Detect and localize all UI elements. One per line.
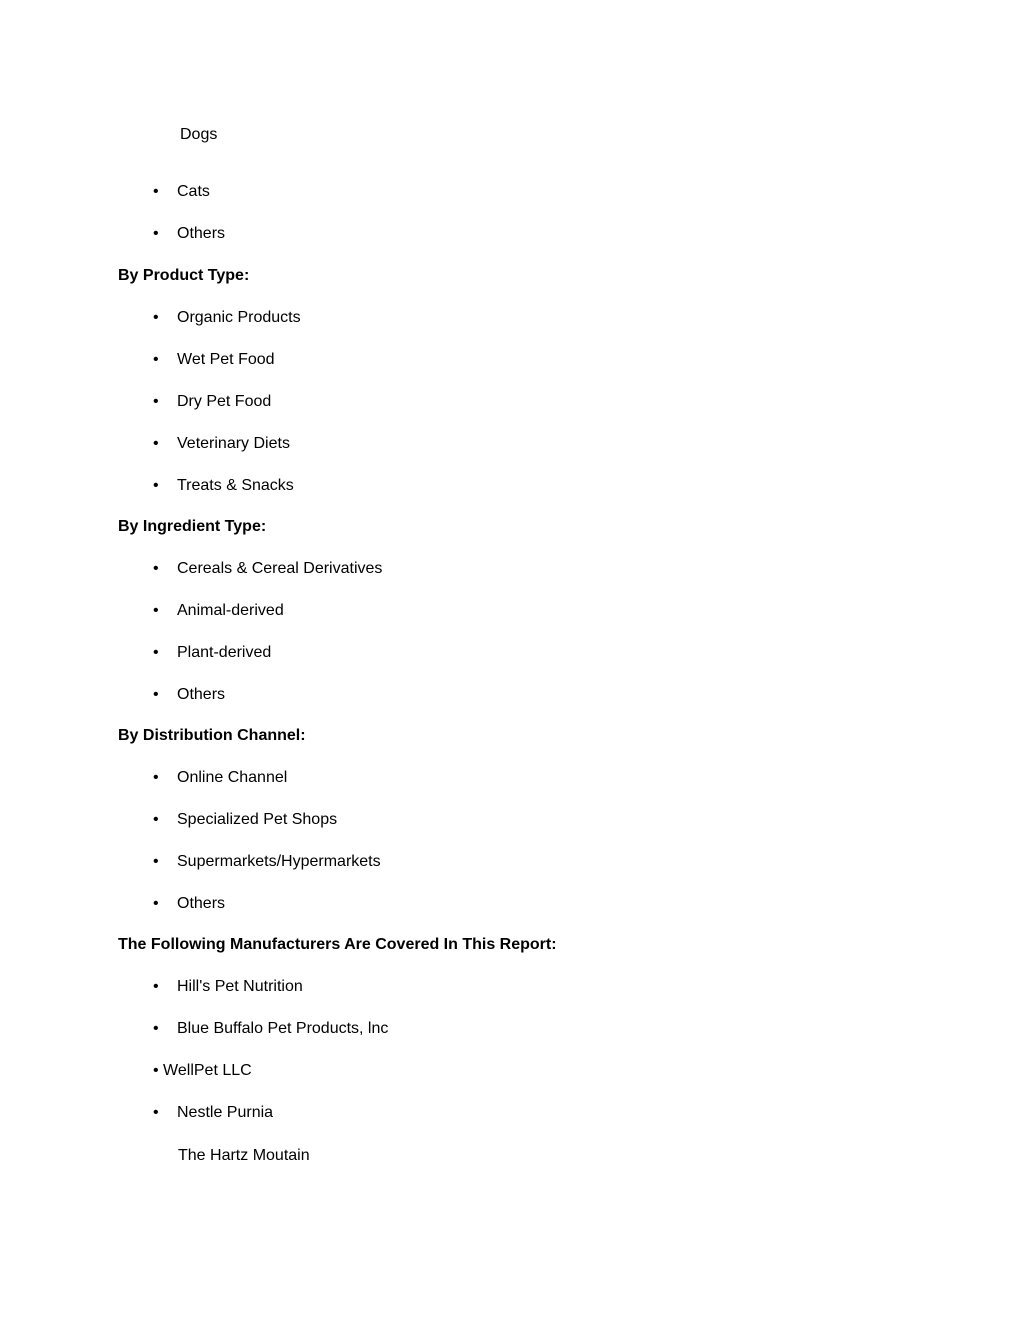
list-item: Hill's Pet Nutrition <box>177 978 303 995</box>
bullet-icon: • <box>153 435 159 452</box>
bullet-icon: • <box>153 895 159 912</box>
section-heading-ingredient-type: By Ingredient Type: <box>118 518 267 535</box>
bullet-icon: • <box>153 978 159 995</box>
list-item: • WellPet LLC <box>153 1062 252 1079</box>
section-heading-manufacturers: The Following Manufacturers Are Covered In This Report: <box>118 936 557 953</box>
list-item: Others <box>177 225 226 242</box>
bullet-icon: • <box>153 1020 159 1037</box>
list-item: Supermarkets/Hypermarkets <box>177 853 381 870</box>
list-item: Nestle Purnia <box>177 1104 274 1121</box>
bullet-icon: • <box>153 183 159 200</box>
list-item-dogs: Dogs <box>180 126 218 143</box>
bullet-icon: • <box>153 477 159 494</box>
list-item: The Hartz Moutain <box>178 1147 310 1164</box>
list-item: Specialized Pet Shops <box>177 811 338 828</box>
list-item: Animal-derived <box>177 602 284 619</box>
bullet-icon: • <box>153 602 159 619</box>
bullet-icon: • <box>153 225 159 242</box>
list-item: Others <box>177 686 226 703</box>
bullet-icon: • <box>153 1104 159 1121</box>
list-item: Cereals & Cereal Derivatives <box>177 560 383 577</box>
bullet-icon: • <box>153 811 159 828</box>
bullet-icon: • <box>153 309 159 326</box>
bullet-icon: • <box>153 644 159 661</box>
list-item: Treats & Snacks <box>177 477 294 494</box>
list-item: Online Channel <box>177 769 288 786</box>
section-heading-product-type: By Product Type: <box>118 267 250 284</box>
list-item: Veterinary Diets <box>177 435 290 452</box>
bullet-icon: • <box>153 351 159 368</box>
list-item: Others <box>177 895 226 912</box>
bullet-icon: • <box>153 769 159 786</box>
list-item: Organic Products <box>177 309 301 326</box>
list-item: Plant-derived <box>177 644 272 661</box>
bullet-icon: • <box>153 686 159 703</box>
list-item: Dry Pet Food <box>177 393 272 410</box>
list-item: Blue Buffalo Pet Products, lnc <box>177 1020 389 1037</box>
list-item: Wet Pet Food <box>177 351 275 368</box>
bullet-icon: • <box>153 393 159 410</box>
section-heading-distribution-channel: By Distribution Channel: <box>118 727 306 744</box>
list-item: Cats <box>177 183 210 200</box>
bullet-icon: • <box>153 560 159 577</box>
bullet-icon: • <box>153 853 159 870</box>
